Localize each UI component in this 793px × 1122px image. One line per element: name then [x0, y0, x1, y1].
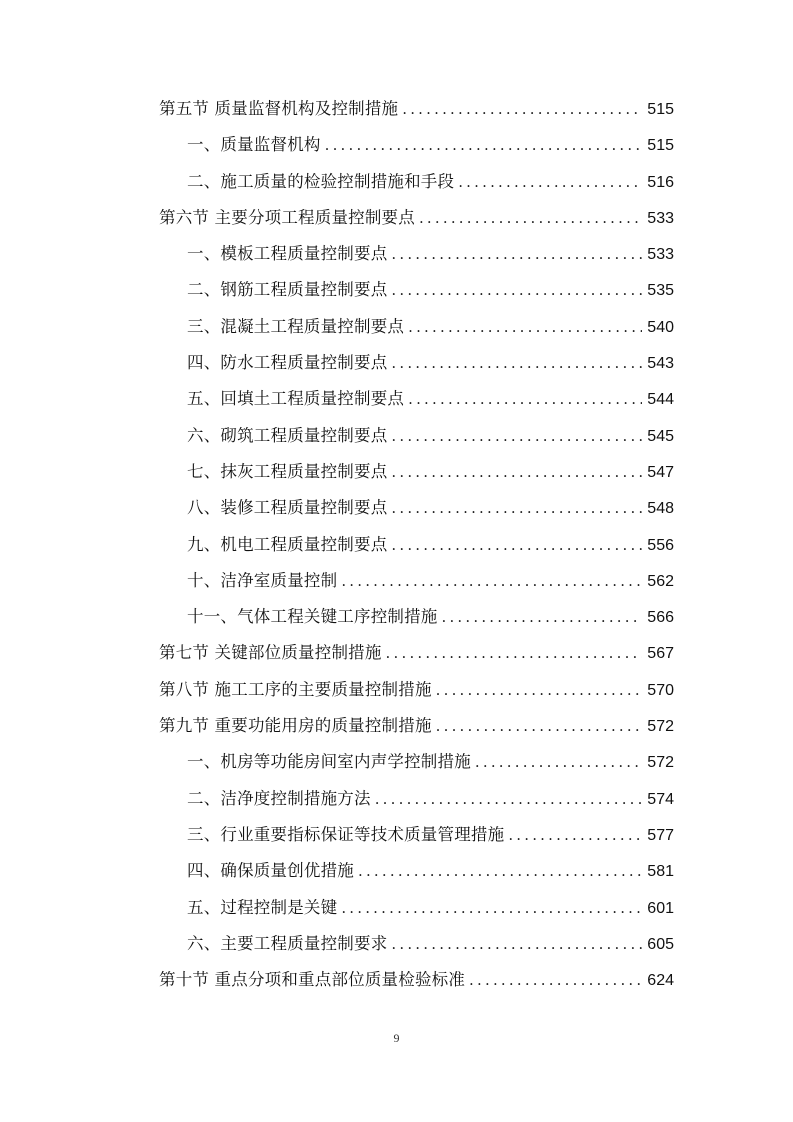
toc-entry-title: 二、施工质量的检验控制措施和手段: [187, 171, 455, 191]
dot-leader: [341, 890, 642, 926]
toc-entry-title: 一、模板工程质量控制要点: [187, 244, 388, 264]
toc-section-entry[interactable]: [159, 91, 674, 127]
toc-entry-title: 第九节 重要功能用房的质量控制措施: [159, 716, 432, 736]
dot-leader: [436, 708, 642, 744]
toc-entry-page: 572: [647, 754, 674, 772]
toc-entry-title: 十一、气体工程关键工序控制措施: [187, 607, 438, 627]
dot-leader: [391, 527, 642, 563]
toc-entry-title: 第六节 主要分项工程质量控制要点: [159, 207, 415, 227]
toc-entry-page: 581: [647, 863, 674, 881]
toc-subsection-entry[interactable]: [159, 272, 674, 308]
toc-entry-page: 544: [647, 391, 674, 409]
toc-subsection-entry[interactable]: [159, 817, 674, 853]
toc-entry-page: 574: [647, 790, 674, 808]
dot-leader: [508, 817, 642, 853]
toc-subsection-entry[interactable]: [159, 454, 674, 490]
page-number: 9: [393, 1031, 400, 1045]
dot-leader: [341, 563, 642, 599]
toc-entry-title: 第五节 质量监督机构及控制措施: [159, 99, 399, 118]
dot-leader: [391, 418, 642, 454]
toc-entry-page: 562: [647, 572, 674, 590]
toc-subsection-entry[interactable]: [159, 490, 674, 526]
toc-section-entry[interactable]: [159, 635, 674, 671]
dot-leader: [391, 272, 642, 308]
toc-entry-page: 540: [647, 318, 674, 336]
toc-entry-page: 605: [647, 935, 674, 953]
toc-subsection-entry[interactable]: [159, 527, 674, 563]
dot-leader: [475, 744, 642, 780]
toc-entry-page: 533: [647, 209, 674, 227]
dot-leader: [436, 672, 642, 708]
toc-entry-title: 十、洁净室质量控制: [187, 570, 338, 590]
toc-entry-title: 七、抹灰工程质量控制要点: [187, 461, 388, 481]
toc-entry-page: 533: [647, 246, 674, 264]
toc-entry-title: 三、行业重要指标保证等技术质量管理措施: [187, 824, 505, 844]
toc-entry-page: 547: [647, 463, 674, 481]
toc-entry-page: 577: [647, 826, 674, 844]
dot-leader: [458, 164, 642, 200]
toc-entry-title: 八、装修工程质量控制要点: [187, 498, 388, 518]
toc-entry-page: 545: [647, 427, 674, 445]
toc-entry-title: 六、砌筑工程质量控制要点: [187, 425, 388, 445]
toc-subsection-entry[interactable]: [159, 164, 674, 200]
dot-leader: [469, 962, 642, 998]
dot-leader: [325, 127, 642, 163]
toc-subsection-entry[interactable]: [159, 345, 674, 381]
toc-entry-title: 一、质量监督机构: [187, 135, 321, 155]
toc-subsection-entry[interactable]: [159, 599, 674, 635]
toc-entry-title: 六、主要工程质量控制要求: [187, 933, 388, 953]
dot-leader: [402, 91, 642, 127]
toc-subsection-entry[interactable]: [159, 926, 674, 962]
toc-entry-page: 556: [647, 536, 674, 554]
dot-leader: [391, 345, 642, 381]
dot-leader: [391, 454, 642, 490]
toc-subsection-entry[interactable]: [159, 236, 674, 272]
toc-entry-page: 567: [647, 645, 674, 663]
toc-entry-page: 548: [647, 500, 674, 518]
dot-leader: [391, 490, 642, 526]
toc-subsection-entry[interactable]: [159, 781, 674, 817]
dot-leader: [358, 853, 642, 889]
dot-leader: [391, 236, 642, 272]
toc-entry-title: 四、防水工程质量控制要点: [187, 353, 388, 373]
toc-subsection-entry[interactable]: [159, 309, 674, 345]
toc-entry-title: 第七节 关键部位质量控制措施: [159, 643, 382, 663]
dot-leader: [408, 381, 642, 417]
toc-subsection-entry[interactable]: [159, 890, 674, 926]
dot-leader: [419, 200, 642, 236]
toc-subsection-entry[interactable]: [159, 127, 674, 163]
toc-section-entry[interactable]: [159, 962, 674, 998]
dot-leader: [386, 635, 642, 671]
toc-subsection-entry[interactable]: [159, 563, 674, 599]
toc-entry-title: 五、回填土工程质量控制要点: [187, 389, 405, 409]
toc-entry-title: 三、混凝土工程质量控制要点: [187, 316, 405, 336]
toc-entry-title: 二、钢筋工程质量控制要点: [187, 280, 388, 300]
dot-leader: [391, 926, 642, 962]
toc-section-entry[interactable]: [159, 672, 674, 708]
toc-entry-title: 第八节 施工工序的主要质量控制措施: [159, 679, 432, 699]
dot-leader: [442, 599, 643, 635]
toc-entry-page: 624: [647, 972, 674, 990]
toc-entry-page: 601: [647, 899, 674, 917]
toc-entry-page: 516: [647, 173, 674, 191]
toc-entry-page: 570: [647, 681, 674, 699]
toc-subsection-entry[interactable]: [159, 744, 674, 780]
toc-entry-title: 一、机房等功能房间室内声学控制措施: [187, 752, 471, 772]
dot-leader: [375, 781, 642, 817]
toc-entry-page: 566: [647, 609, 674, 627]
toc-entry-title: 二、洁净度控制措施方法: [187, 788, 371, 808]
toc-entry-title: 五、过程控制是关键: [187, 897, 338, 917]
toc-entry-title: 九、机电工程质量控制要点: [187, 534, 388, 554]
toc-entry-page: 535: [647, 282, 674, 300]
toc-subsection-entry[interactable]: [159, 381, 674, 417]
toc-entry-title: 第十节 重点分项和重点部位质量检验标准: [159, 970, 466, 990]
toc-entry-page: 515: [647, 137, 674, 155]
toc-entry-page: 543: [647, 355, 674, 373]
toc-entry-page: 572: [647, 718, 674, 736]
toc-subsection-entry[interactable]: [159, 418, 674, 454]
toc-subsection-entry[interactable]: [159, 853, 674, 889]
toc-section-entry[interactable]: [159, 200, 674, 236]
table-of-contents: [159, 91, 674, 998]
toc-entry-title: 四、确保质量创优措施: [187, 861, 354, 881]
toc-section-entry[interactable]: [159, 708, 674, 744]
dot-leader: [408, 309, 642, 345]
toc-entry-page: 515: [647, 101, 674, 118]
